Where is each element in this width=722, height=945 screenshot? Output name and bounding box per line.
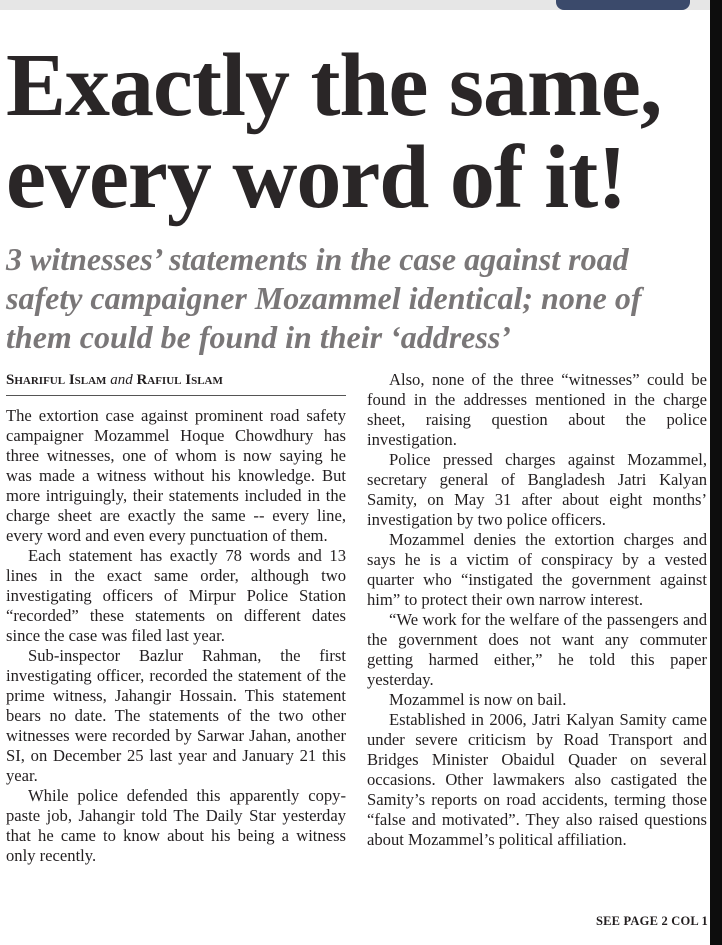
subheadline: 3 witnesses’ statements in the case against road safety campaigner Mozammel identical; none of them could be found in their ‘address’: [6, 241, 642, 355]
paragraph: Police pressed charges against Mozammel, secretary general of Bangladesh Jatri Kalyan Samity, on May 31 after about eight months’ investigation by two police officers.: [367, 450, 707, 529]
paragraph: The extortion case against prominent road safety campaigner Mozammel Hoque Chowdhury has three witnesses, one of whom is now saying he was made a witness without his knowledge. But more intriguingly, their statements included in the charge sheet are exactly the same -- every line, every word and even every punctuation of them.: [6, 406, 346, 545]
paragraph: While police defended this apparently copy-paste job, Jahangir told The Daily Star yesterday that he came to know about his being a witness only recently.: [6, 786, 346, 865]
paragraph: Mozammel is now on bail.: [389, 690, 567, 709]
cropped-photo: [556, 0, 690, 10]
byline: [6, 371, 346, 396]
left-column: [6, 406, 346, 866]
paragraph: Sub-inspector Bazlur Rahman, the first investigating officer, recorded the statement of the prime witness, Jahangir Hossain. This statement bears no date. The statements of the two other witnesses were recorded by Sarwar Jahan, another SI, on December 25 last year and January 21 this year.: [6, 646, 346, 785]
paragraph: Mozammel denies the extortion charges and says he is a victim of conspiracy by a vested quarter who “instigated the government against him” to protect their own narrow interest.: [367, 530, 707, 609]
byline-conjunction: and: [110, 372, 133, 388]
right-column: [367, 370, 707, 850]
headline: [6, 36, 706, 227]
paragraph: Each statement has exactly 78 words and 13 lines in the exact same order, although two investigating officers of Mirpur Police Station “recorded” these statements on different dates since the case was filed last year.: [6, 546, 346, 645]
right-page-edge: [710, 0, 722, 945]
headline-line-2: every word of it!: [6, 128, 627, 227]
headline-line-1: Exactly the same,: [6, 36, 662, 135]
paragraph: “We work for the welfare of the passengers and the government does not want any commuter getting harmed either,” he told this paper yesterday.: [367, 610, 707, 689]
continuation-note: SEE PAGE 2 COL 1: [595, 914, 708, 928]
author-2: Rafiul Islam: [136, 372, 223, 388]
author-1: Shariful Islam: [6, 372, 107, 388]
paragraph: Established in 2006, Jatri Kalyan Samity came under severe criticism by Road Transport and Bridges Minister Obaidul Quader on several occasions. Other lawmakers also castigated the Samity’s reports on road accidents, terming those “false and motivated”. They also raised questions about Mozammel’s political affiliation.: [367, 710, 707, 849]
paragraph: Also, none of the three “witnesses” could be found in the addresses mentioned in the charge sheet, raising question about the police investigation.: [367, 370, 707, 449]
